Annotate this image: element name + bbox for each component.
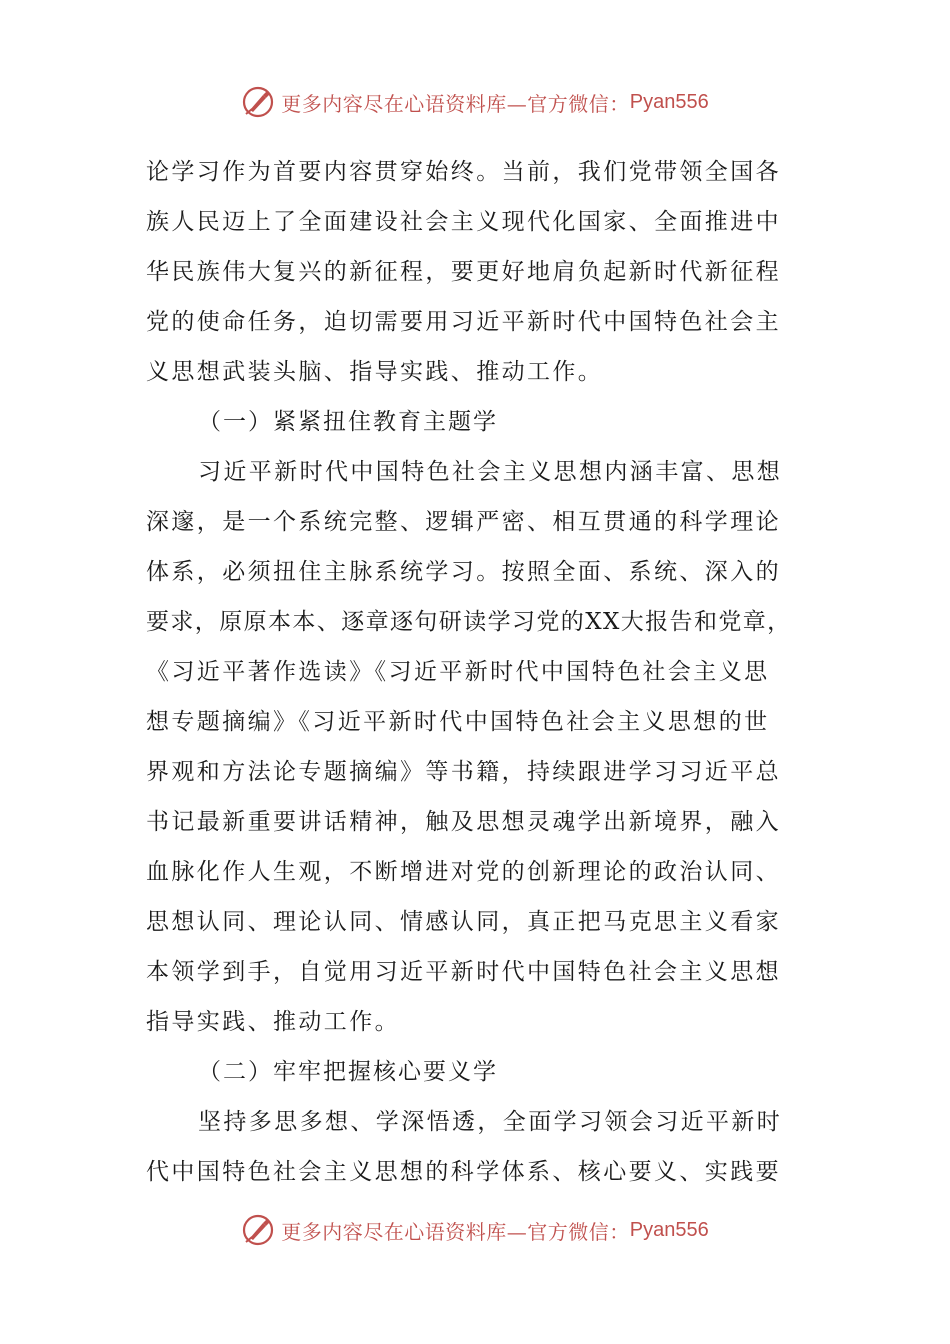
paragraph-start: 习近平新时代中国特色社会主义思想内涵丰富、思想 [198, 459, 783, 485]
paragraph-start: 坚持多思多想、学深悟透，全面学习领会习近平新时 [198, 1109, 783, 1135]
body-line: 界观和方法论专题摘编》等书籍，持续跟进学习习近平总 [146, 759, 781, 785]
body-line: 族人民迈上了全面建设社会主义现代化国家、全面推进中 [146, 209, 781, 235]
body-line: 血脉化作人生观，不断增进对党的创新理论的政治认同、 [146, 859, 781, 885]
document-body [146, 147, 826, 1197]
body-line: 体系，必须扭住主脉系统学习。按照全面、系统、深入的 [146, 559, 781, 585]
section-heading-1: （一）紧紧扭住教育主题学 [198, 409, 498, 435]
footer-wechat-id: Pyan556 [629, 1218, 709, 1241]
body-line: 要求，原原本本、逐章逐句研读学习党的XX大报告和党章， [146, 609, 792, 635]
header-banner [0, 80, 950, 124]
body-line: 本领学到手，自觉用习近平新时代中国特色社会主义思想 [146, 959, 781, 985]
body-line: 《习近平著作选读》《习近平新时代中国特色社会主义思 [146, 659, 770, 685]
header-wechat-id: Pyan556 [629, 90, 709, 113]
body-line: 论学习作为首要内容贯穿始终。当前，我们党带领全国各 [146, 159, 781, 185]
body-line: 想专题摘编》《习近平新时代中国特色社会主义思想的世 [146, 709, 770, 735]
header-banner-text: 更多内容尽在心语资料库—官方微信： [281, 91, 630, 116]
body-line: 义思想武装头脑、指导实践、推动工作。 [146, 359, 604, 385]
pen-logo-icon [241, 1213, 275, 1247]
pen-logo-icon [241, 85, 275, 119]
body-line: 代中国特色社会主义思想的科学体系、核心要义、实践要 [146, 1159, 781, 1185]
section-heading-2: （二）牢牢把握核心要义学 [198, 1059, 498, 1085]
body-line: 指导实践、推动工作。 [146, 1009, 400, 1035]
body-line: 思想认同、理论认同、情感认同，真正把马克思主义看家 [146, 909, 781, 935]
body-line: 党的使命任务，迫切需要用习近平新时代中国特色社会主 [146, 309, 781, 335]
body-line: 书记最新重要讲话精神，触及思想灵魂学出新境界，融入 [146, 809, 781, 835]
footer-banner [0, 1208, 950, 1252]
body-line: 深邃，是一个系统完整、逻辑严密、相互贯通的科学理论 [146, 509, 781, 535]
footer-banner-text: 更多内容尽在心语资料库—官方微信： [281, 1219, 630, 1244]
body-line: 华民族伟大复兴的新征程，要更好地肩负起新时代新征程 [146, 259, 781, 285]
